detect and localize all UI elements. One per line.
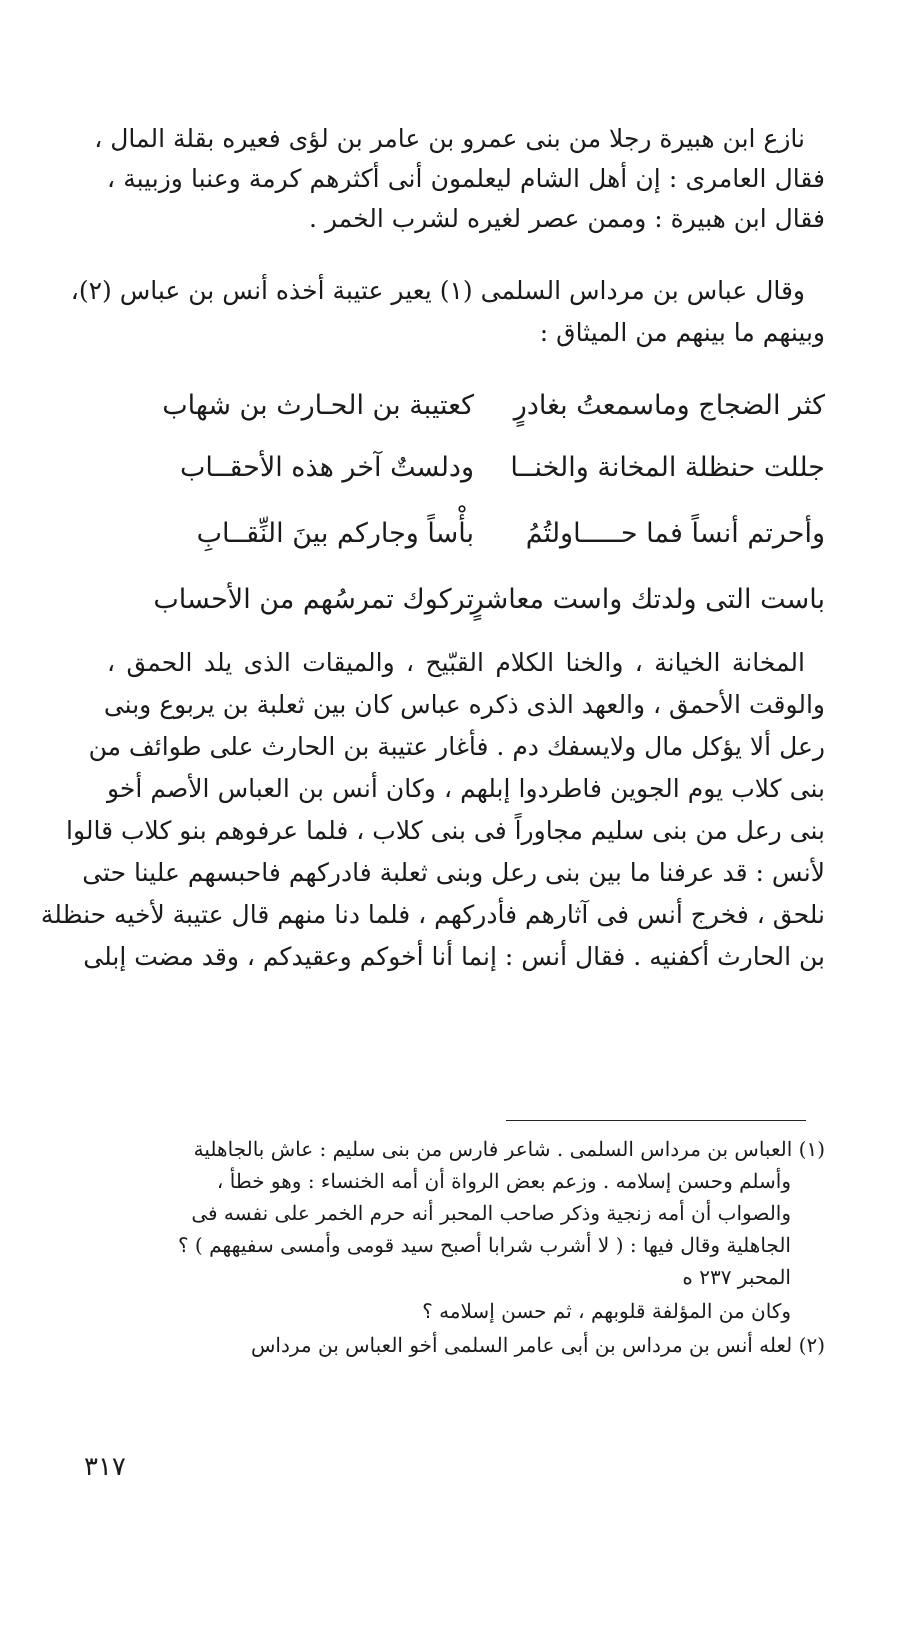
intro-line: وبينهم ما بينهم من الميثاق :: [539, 318, 825, 347]
prose-line: نازع ابن هبيرة رجلا من بنى عمرو بن عامر بن لؤى فعيره بقلة المال ،: [94, 124, 805, 153]
footnote-line: وكان من المؤلفة قلوبهم ، ثم حسن إسلامه ؟: [422, 1299, 791, 1323]
footnote-line: المحبر ٢٣٧ ه: [682, 1265, 791, 1289]
verse-first-half: كثر الضجاج وماسمعتُ بغادرٍ: [513, 390, 825, 421]
verse-first-half: باست التى ولدتك واست معاشرٍ: [470, 584, 825, 615]
footnote-line: والصواب أن أمه زنجية وذكر صاحب المحبر أنه حرم الخمر على نفسه فى: [191, 1201, 791, 1225]
prose-line: بن الحارث أكفنيه . فقال أنس : إنما أنا أخوكم وعقيدكم ، وقد مضت إبلى: [83, 942, 825, 971]
verse-first-half: جللت حنظلة المخانة والخنــا: [510, 452, 825, 483]
prose-line: فقال ابن هبيرة : وممن عصر لغيره لشرب الخمر .: [308, 204, 825, 233]
footnote-line: (١) العباس بن مرداس السلمى . شاعر فارس من بنى سليم : عاش بالجاهلية: [193, 1137, 825, 1161]
verse-second-half: بأْساً وجاركم بينَ النِّقــابِ: [196, 518, 474, 549]
prose-line: لأنس : قد عرفنا ما بين بنى رعل وبنى ثعلبة فادركهم فاحبسهم علينا حتى: [82, 858, 825, 887]
verse-second-half: ودلستٌ آخر هذه الأحقــاب: [180, 452, 474, 483]
prose-line: بنى رعل من بنى سليم مجاوراً فى بنى كلاب ، فلما عرفوهم بنو كلاب قالوا: [66, 816, 825, 845]
verse-second-half: تركوك تمرسُهم من الأحساب: [153, 584, 474, 615]
intro-line: وقال عباس بن مرداس السلمى (١) يعير عتيبة أخذه أنس بن عباس (٢)،: [70, 276, 805, 305]
footnote-line: وأسلم وحسن إسلامه . وزعم بعض الرواة أن أمه الخنساء : وهو خطأ ،: [216, 1169, 791, 1193]
prose-line: بنى كلاب يوم الجوين فاطردوا إبلهم ، وكان أنس بن العباس الأصم أخو: [107, 774, 825, 803]
footnote-line: (٢) لعله أنس بن مرداس بن أبى عامر السلمى أخو العباس بن مرداس: [251, 1333, 825, 1357]
prose-line: فقال العامرى : إن أهل الشام ليعلمون أنى أكثرهم كرمة وعنبا وزبيبة ،: [107, 164, 825, 193]
footnote-separator: [506, 1120, 806, 1121]
prose-line: نلحق ، فخرج أنس فى آثارهم فأدركهم ، فلما دنا منهم قال عتيبة لأخيه حنظلة: [40, 900, 825, 929]
prose-line: رعل ألا يؤكل مال ولايسفك دم . فأغار عتيبة بن الحارث على طوائف من: [88, 732, 825, 761]
prose-line: والوقت الأحمق ، والعهد الذى ذكره عباس كان بين ثعلبة بن يربوع وبنى: [103, 690, 825, 719]
verse-second-half: كعتيبة بن الحـارث بن شهاب: [162, 390, 474, 421]
verse-first-half: وأحرتم أنساً فما حـــــاولتُمُ: [525, 518, 825, 549]
prose-line: المخانة الخيانة ، والخنا الكلام القبّيح ، والميقات الذى يلد الحمق ،: [107, 648, 805, 677]
page-number: ٣١٧: [84, 1452, 126, 1482]
footnote-line: الجاهلية وقال فيها : ( لا أشرب شرابا أصبح سيد قومى وأمسى سفيههم ) ؟: [177, 1233, 791, 1257]
